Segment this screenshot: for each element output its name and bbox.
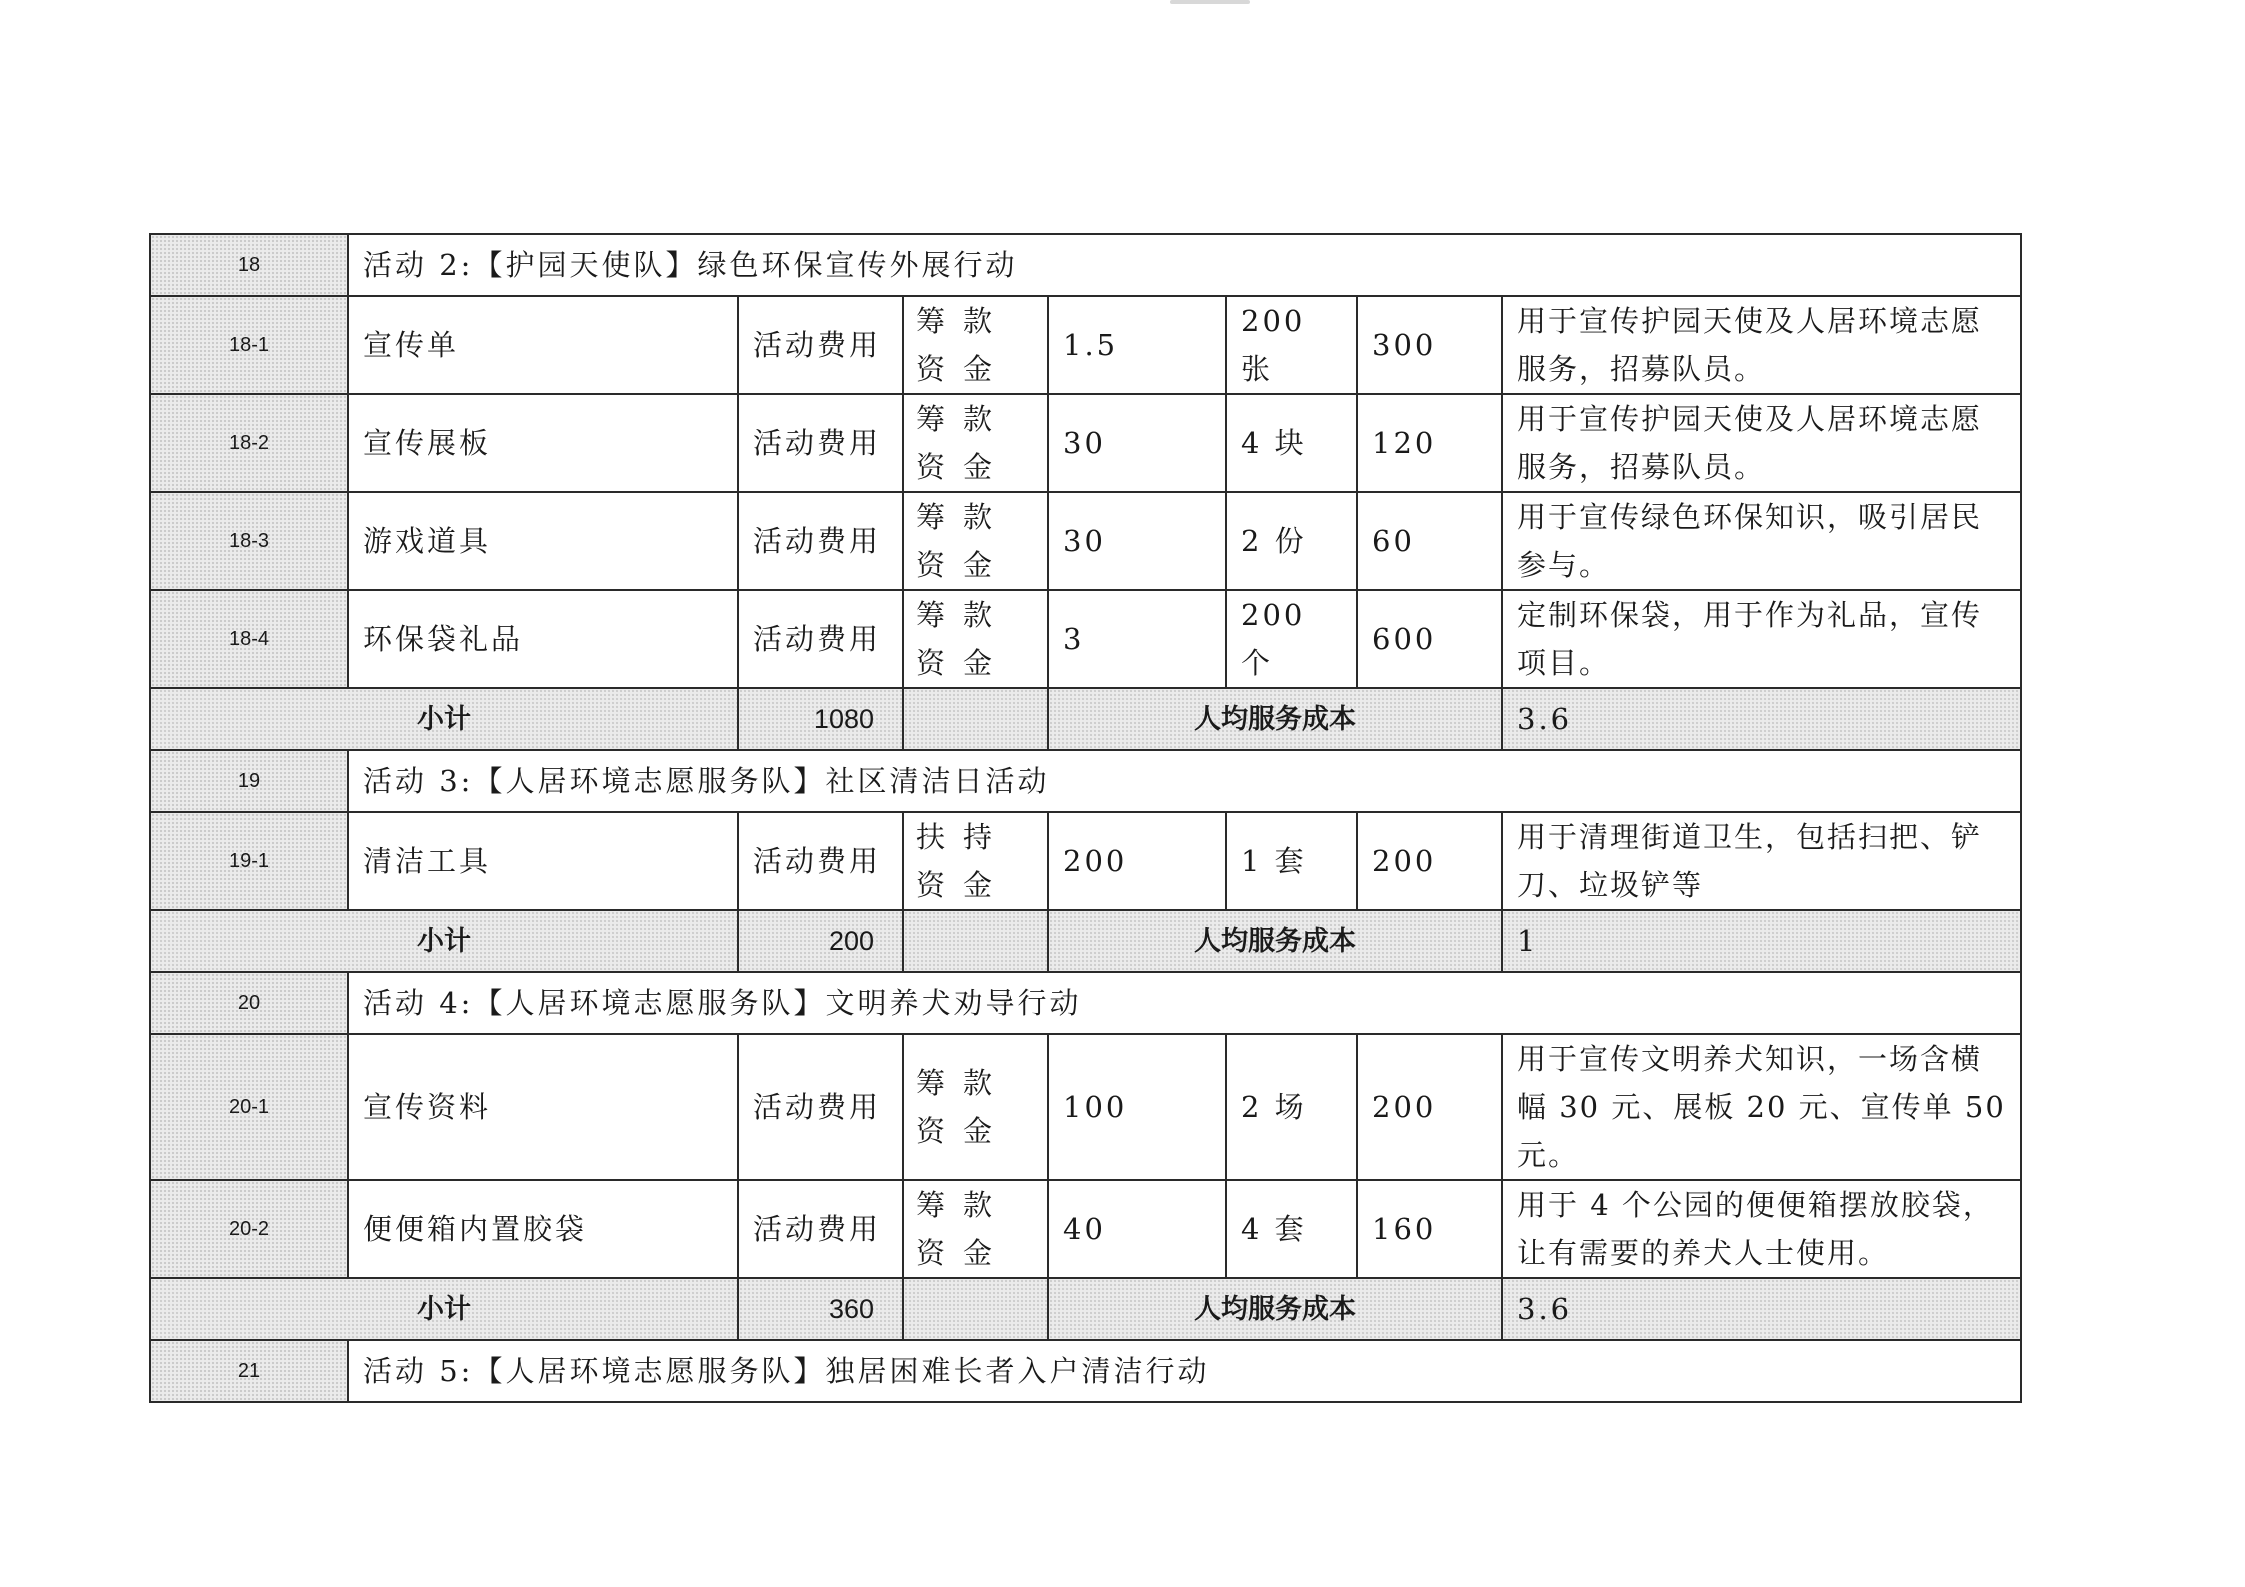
subtotal-label: 小计 [150, 1278, 738, 1340]
expense-category: 活动费用 [738, 1180, 903, 1278]
row-number: 21 [150, 1340, 348, 1402]
item-description: 用于宣传文明养犬知识，一场含横幅 30 元、展板 20 元、宣传单 50 元。 [1502, 1034, 2021, 1180]
unit-price: 30 [1048, 492, 1226, 590]
unit-price: 1.5 [1048, 296, 1226, 394]
funding-source: 筹款资金 [903, 590, 1048, 688]
expense-category: 活动费用 [738, 492, 903, 590]
subtotal-amount: 200 [738, 910, 903, 972]
subtotal-amount: 360 [738, 1278, 903, 1340]
quantity: 2 份 [1226, 492, 1357, 590]
table-row [150, 590, 2021, 688]
unit-price: 30 [1048, 394, 1226, 492]
quantity: 200 个 [1226, 590, 1357, 688]
subtotal-spacer [903, 1278, 1048, 1340]
item-number: 18-2 [150, 394, 348, 492]
per-capita-cost-value: 3.6 [1502, 688, 2021, 750]
amount: 200 [1357, 812, 1502, 910]
subtotal-label: 小计 [150, 688, 738, 750]
table-row [150, 1180, 2021, 1278]
funding-source: 筹款资金 [903, 1034, 1048, 1180]
expense-category: 活动费用 [738, 296, 903, 394]
item-description: 定制环保袋，用于作为礼品，宣传项目。 [1502, 590, 2021, 688]
item-name: 游戏道具 [348, 492, 738, 590]
item-number: 18-1 [150, 296, 348, 394]
quantity: 2 场 [1226, 1034, 1357, 1180]
expense-category: 活动费用 [738, 394, 903, 492]
row-number: 18 [150, 234, 348, 296]
table-row [150, 394, 2021, 492]
amount: 200 [1357, 1034, 1502, 1180]
budget-table [149, 233, 2022, 1403]
subtotal-row [150, 910, 2021, 972]
item-description: 用于宣传护园天使及人居环境志愿服务，招募队员。 [1502, 296, 2021, 394]
funding-source: 筹款资金 [903, 394, 1048, 492]
unit-price: 40 [1048, 1180, 1226, 1278]
expense-category: 活动费用 [738, 812, 903, 910]
item-number: 20-2 [150, 1180, 348, 1278]
amount: 120 [1357, 394, 1502, 492]
per-capita-cost-label: 人均服务成本 [1048, 1278, 1502, 1340]
per-capita-cost-value: 1 [1502, 910, 2021, 972]
per-capita-cost-value: 3.6 [1502, 1278, 2021, 1340]
item-number: 18-4 [150, 590, 348, 688]
item-number: 20-1 [150, 1034, 348, 1180]
item-number: 18-3 [150, 492, 348, 590]
subtotal-row [150, 688, 2021, 750]
table-row [150, 296, 2021, 394]
subtotal-row [150, 1278, 2021, 1340]
funding-source: 扶持资金 [903, 812, 1048, 910]
table-row [150, 492, 2021, 590]
quantity: 4 套 [1226, 1180, 1357, 1278]
funding-source: 筹款资金 [903, 492, 1048, 590]
activity-title: 活动 3:【人居环境志愿服务队】社区清洁日活动 [348, 750, 2021, 812]
funding-source: 筹款资金 [903, 296, 1048, 394]
item-name: 宣传资料 [348, 1034, 738, 1180]
quantity: 1 套 [1226, 812, 1357, 910]
amount: 300 [1357, 296, 1502, 394]
unit-price: 100 [1048, 1034, 1226, 1180]
activity-header-row [150, 750, 2021, 812]
table-row [150, 1034, 2021, 1180]
row-number: 19 [150, 750, 348, 812]
budget-table-body [150, 234, 2021, 1402]
item-name: 便便箱内置胶袋 [348, 1180, 738, 1278]
item-name: 宣传展板 [348, 394, 738, 492]
activity-title: 活动 2:【护园天使队】绿色环保宣传外展行动 [348, 234, 2021, 296]
item-description: 用于 4 个公园的便便箱摆放胶袋，让有需要的养犬人士使用。 [1502, 1180, 2021, 1278]
subtotal-amount: 1080 [738, 688, 903, 750]
item-name: 宣传单 [348, 296, 738, 394]
per-capita-cost-label: 人均服务成本 [1048, 688, 1502, 750]
item-name: 清洁工具 [348, 812, 738, 910]
item-number: 19-1 [150, 812, 348, 910]
item-name: 环保袋礼品 [348, 590, 738, 688]
item-description: 用于宣传绿色环保知识，吸引居民参与。 [1502, 492, 2021, 590]
subtotal-label: 小计 [150, 910, 738, 972]
subtotal-spacer [903, 688, 1048, 750]
table-row [150, 812, 2021, 910]
item-description: 用于清理街道卫生，包括扫把、铲刀、垃圾铲等 [1502, 812, 2021, 910]
subtotal-spacer [903, 910, 1048, 972]
activity-header-row [150, 234, 2021, 296]
activity-header-row [150, 972, 2021, 1034]
amount: 60 [1357, 492, 1502, 590]
quantity: 200 张 [1226, 296, 1357, 394]
activity-title: 活动 5:【人居环境志愿服务队】独居困难长者入户清洁行动 [348, 1340, 2021, 1402]
unit-price: 200 [1048, 812, 1226, 910]
expense-category: 活动费用 [738, 590, 903, 688]
quantity: 4 块 [1226, 394, 1357, 492]
amount: 600 [1357, 590, 1502, 688]
activity-title: 活动 4:【人居环境志愿服务队】文明养犬劝导行动 [348, 972, 2021, 1034]
activity-header-row [150, 1340, 2021, 1402]
item-description: 用于宣传护园天使及人居环境志愿服务，招募队员。 [1502, 394, 2021, 492]
amount: 160 [1357, 1180, 1502, 1278]
funding-source: 筹款资金 [903, 1180, 1048, 1278]
per-capita-cost-label: 人均服务成本 [1048, 910, 1502, 972]
unit-price: 3 [1048, 590, 1226, 688]
page-header-mark [1170, 0, 1250, 4]
row-number: 20 [150, 972, 348, 1034]
expense-category: 活动费用 [738, 1034, 903, 1180]
